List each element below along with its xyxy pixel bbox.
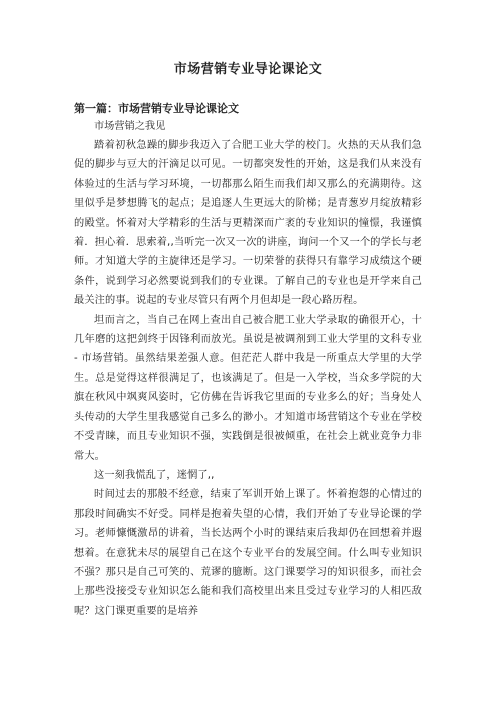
- section-heading: 第一篇：市场营销专业导论课论文: [74, 102, 239, 115]
- document-title: 市场营销专业导论课论文: [173, 62, 323, 77]
- body-paragraph: 踏着初秋急躁的脚步我迈入了合肥工业大学的校门。火热的天从我们急促的脚步与豆大的汗滴足以可见。一切都突发性的开始，这是我们从来没有体验过的生活与学习环境，一切都那么陌生而我们却又那么的充满期待。这里似乎是梦想腾飞的起点；是追逐人生更远大的阶梯；是青葱岁月绽放精彩的殿堂。怀着对大学精彩的生活与更精深而广袤的专业知识的憧憬，我谨慎着．担心着．思索着,,当听完一次又一次的讲座，询问一个又一个的学长与老师。才知道大学的主旋律还是学习。一切荣誉的获得只有靠学习成绩这个硬条件，说到学习必然要说到我们的专业课。了解自己的专业也是开学来自己最关注的事。说起的专业尽管只有两个月但却是一段心路历程。: [74, 140, 422, 307]
- body-paragraph: 时间过去的那般不经意，结束了军训开始上课了。怀着抱怨的心情过的那段时间确实不好受。同样是抱着失望的心情，我们开始了专业导论课的学习。老师慷慨激昂的讲着，当长达两个小时的课结束后我却仍在回想着并遐想着。在意犹未尽的展望自己在这个专业平台的发展空间。什么叫专业知识不强？那只是自己可笑的、荒谬的臆断。这门课要学习的知识很多，而社会上那些没接受专业知识怎么能和我们高校里出来且受过专业学习的人相匹敌呢？这门课更重要的是培养: [74, 489, 422, 617]
- essay-subtitle: 市场营销之我见: [94, 121, 166, 132]
- body-paragraph: 这一刻我慌乱了，迷惘了,,: [94, 469, 215, 481]
- body-paragraph: 坦而言之，当自己在网上查出自己被合肥工业大学录取的确很开心，十几年磨的这把剑终于因锋利而放光。虽说是被调剂到工业大学里的文科专业 - 市场营销。虽然结果差强人意。但茫茫人群中我是一所重点大学里的大学生。总是觉得这样很满足了，也该满足了。但是一入学校，当众多学院的大旗在秋风中飒爽风姿时，它仿佛在告诉我它里面的专业多么的好；当身处人头传动的大学生里我感觉自己多么的渺小。才知道市场营销这个专业在学校不受青睐，而且专业知识不强，实践倒是很被倾重，在社会上就业竞争力非常大。: [74, 314, 422, 462]
